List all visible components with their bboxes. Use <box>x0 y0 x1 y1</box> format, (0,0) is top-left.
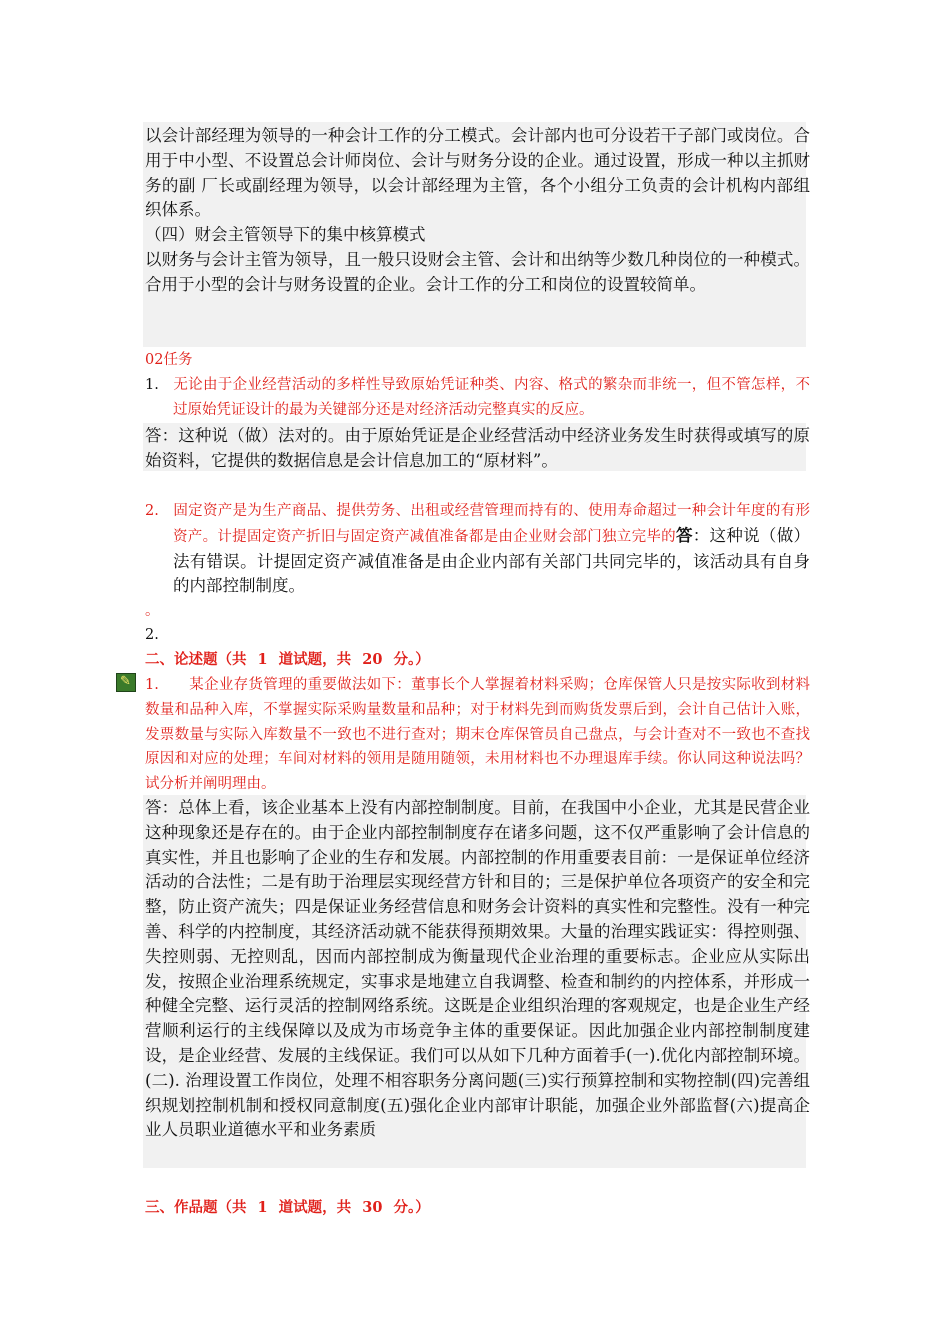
section-2-heading: 二、论述题（共 1 道试题，共 20 分。） <box>145 651 430 668</box>
task-question-2 <box>145 498 810 599</box>
essay-question-text: 1. 某企业存货管理的重要做法如下：董事长个人掌握着材料采购；仓库保管人只是按实际收到材料数量和品种入库，不掌握实际采购量数量和品种；对于材料先到而购货发票后到，会计自己估计入账，发票数量与实际入库数量不一致也不进行查对；期末仓库保管员自己盘点，与会计查对不一致也不查找原因和对应的处理；车间对材料的领用是随用随领，未用材料也不办理退库手续。你认同这种说法吗？试分析并阐明理由。 <box>145 673 810 797</box>
question-2-number: 2. <box>145 503 159 519</box>
intro-heading: （四）财会主管领导下的集中核算模式 <box>145 225 426 245</box>
task-title: 02任务 <box>145 352 193 368</box>
intro-paragraph-1: 以会计部经理为领导的一种会计工作的分工模式。会计部内也可分设若干子部门或岗位。合用于中小型、不设置总会计师岗位、会计与财务分设的企业。通过设置，形成一种以主抓财务的副 厂长或副经理为领导，以会计部经理为主管，各个小组分工负责的会计机构内部组织体系。 <box>145 126 810 220</box>
answer-2-label: 答 <box>675 525 693 545</box>
section-3-heading: 三、作品题（共 1 道试题，共 30 分。） <box>145 1199 430 1216</box>
intro-paragraph-2: 以财务与会计主管为领导，且一般只设财会主管、会计和出纳等少数几种岗位的一种模式。合用于小型的会计与财务设置的企业。会计工作的分工和岗位的设置较简单。 <box>145 249 810 294</box>
essay-question <box>145 673 810 797</box>
question-2-text: 2. 固定资产是为生产商品、提供劳务、出租或经营管理而持有的、使用寿命超过一种会计年度的有形资产。计提固定资产折旧与固定资产减值准备都是由企业财会部门独立完毕的答：这种说（做）法有错误。计提固定资产减值准备是由企业内部有关部门共同完毕的，该活动具有自身的内部控制制度。 <box>145 498 810 599</box>
essay-question-number: 1. <box>145 677 159 693</box>
stray-dot: 。 <box>145 603 160 619</box>
pencil-icon: ✎ <box>116 673 136 692</box>
question-1-number: 1. <box>145 377 159 393</box>
answer-1-text: 答：这种说（做）法对的。由于原始凭证是企业经营活动中经济业务发生时获得或填写的原始资料，它提供的数据信息是会计信息加工的“原材料”。 <box>145 426 810 470</box>
essay-answer-text: 答：总体上看，该企业基本上没有内部控制制度。目前，在我国中小企业，尤其是民营企业这种现象还是存在的。由于企业内部控制制度存在诸多问题，这不仅严重影响了会计信息的真实性，并且也影响了企业的生存和发展。内部控制的作用重要表目前：一是保证单位经济活动的合法性；二是有助于治理层实现经营方针和目的；三是保护单位各项资产的安全和完整，防止资产流失；四是保证业务经营信息和财务会计资料的真实性和完整性。没有一种完善、科学的内控制度，其经济活动就不能获得预期效果。大量的治理实践证实：得控则强、失控则弱、无控则乱，因而内部控制成为衡量现代企业治理的重要标志。企业应从实际出发，按照企业治理系统规定，实事求是地建立自我调整、检查和制约的内控体系，并形成一种健全完整、运行灵活的控制网络系统。这既是企业组织治理的客观规定，也是企业生产经营顺利运行的主线保障以及成为市场竞争主体的重要保证。因此加强企业内部控制制度建设，是企业经营、发展的主线保证。我们可以从如下几种方面着手(一).优化内部控制环境。 (二). 治理设置工作岗位，处理不相容职务分离问题(三)实行预算控制和实物控制(四)完善组织规划控制机制和授权同意制度(五)强化企业内部审计职能，加强企业外部监督(六)提高企业人员职业道德水平和业务素质 <box>145 798 810 1140</box>
question-1-text: 1. 无论由于企业经营活动的多样性导致原始凭证种类、内容、格式的繁杂而非统一，但不管怎样，不过原始凭证设计的最为关键部分还是对经济活动完整真实的反应。 <box>145 373 810 423</box>
intro-block <box>145 124 810 298</box>
essay-answer <box>145 796 810 1143</box>
stray-number: 2. <box>145 627 159 643</box>
answer-2-text: ：这种说（做）法有错误。计提固定资产减值准备是由企业内部有关部门共同完毕的，该活动具有自身的内部控制制度。 <box>173 525 811 596</box>
task-question-1 <box>145 373 810 423</box>
task-answer-1 <box>145 424 810 474</box>
